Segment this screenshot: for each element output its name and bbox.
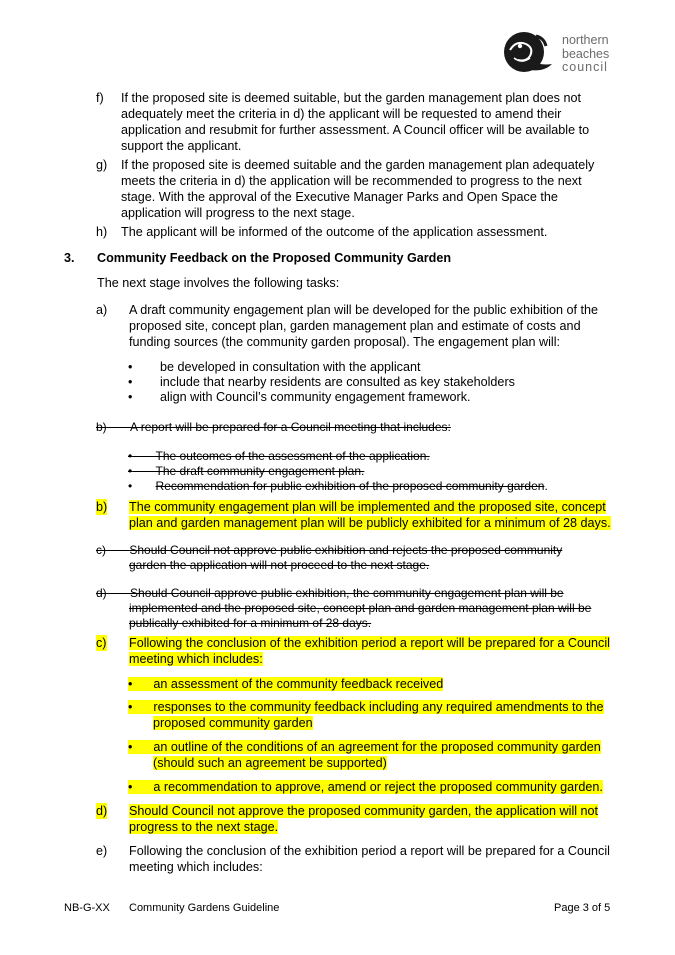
item-text-line: If the proposed site is deemed suitable, but the garden management plan does not	[121, 91, 581, 105]
item-label: d)	[96, 586, 107, 600]
bullet-dot-icon: •	[128, 360, 133, 374]
bullet-text: align with Council’s community engagement framework.	[160, 390, 471, 404]
item-text-line: Following the conclusion of the exhibition period a report will be prepared for a Council	[129, 844, 610, 858]
bullet-text: The outcomes of the assessment of the application.	[155, 449, 430, 463]
section-title: Community Feedback on the Proposed Community Garden	[97, 251, 452, 265]
struck-item-b	[96, 419, 451, 435]
bullet-dot-icon: •	[128, 390, 133, 404]
item-label: c)	[96, 636, 107, 650]
footer-title: Community Gardens Guideline	[129, 902, 280, 914]
bullet-text: responses to the community feedback including any required amendments to the	[153, 700, 604, 714]
bullet-text: (should such an agreement be supported)	[153, 756, 387, 770]
bullet-text: a recommendation to approve, amend or reject the proposed community garden.	[153, 780, 603, 794]
logo-wordmark	[562, 34, 609, 75]
item-text-line: Should Council approve public exhibition, the community engagement plan will be	[130, 586, 564, 600]
bullet-text: an assessment of the community feedback received	[153, 677, 444, 691]
bullet-text: Recommendation for public exhibition of the proposed community garden	[155, 479, 545, 493]
item-label: d)	[96, 804, 108, 818]
item-label: f)	[96, 91, 104, 105]
council-logo-mark-icon	[500, 30, 556, 82]
footer-code: NB-G-XX	[64, 902, 110, 914]
bullet-dot-icon: •	[128, 677, 133, 691]
bullet-dot-icon: •	[128, 449, 133, 463]
item-label: a)	[96, 303, 108, 317]
bullet-trailing: .	[544, 479, 548, 493]
item-text-line: meets the criteria in d) the application will be recommended to progress to the next	[121, 174, 582, 188]
item-text-line: Should Council not approve public exhibition and rejects the proposed community	[129, 543, 563, 557]
item-text-line: funding sources (the community garden proposal). The engagement plan will:	[129, 335, 560, 349]
highlight-bullet-4	[128, 779, 603, 795]
item-text-line: A report will be prepared for a Council meeting that includes:	[130, 420, 451, 434]
bullet-dot-icon: •	[128, 464, 133, 478]
item-text-line: publically exhibited for a minimum of 28 days.	[129, 616, 372, 630]
bullet-dot-icon: •	[128, 479, 133, 493]
item-text-line: application will progress to the next stage.	[121, 206, 355, 220]
item-text-line: The community engagement plan will be implemented and the proposed site, concept	[129, 500, 606, 514]
bullet-dot-icon: •	[128, 780, 133, 794]
bullet-dot-icon: •	[128, 740, 133, 754]
bullet-text: include that nearby residents are consulted as key stakeholders	[160, 375, 515, 389]
item-text-line: progress to the next stage.	[129, 820, 279, 834]
bullet-text: The draft community engagement plan.	[155, 464, 365, 478]
item-text-line: adequately meet the criteria in d) the applicant will be requested to amend their	[121, 107, 562, 121]
bullet-dot-icon: •	[128, 700, 133, 714]
item-text-line: application and resubmit for further assessment. A Council officer will be available to	[121, 123, 590, 137]
bullet-text: proposed community garden	[153, 716, 313, 730]
item-text-line: implemented and the proposed site, concept plan and garden management plan will be	[129, 601, 592, 615]
struck-item-c	[96, 543, 562, 573]
item-text-line: support the applicant.	[121, 139, 242, 153]
item-label: h)	[96, 225, 108, 239]
section-intro: The next stage involves the following tasks:	[97, 276, 340, 290]
footer-page-number: Page 3 of 5	[554, 902, 611, 914]
logo-line-1: northern	[562, 33, 609, 47]
council-logo	[500, 30, 650, 82]
item-text-line: The applicant will be informed of the outcome of the application assessment.	[121, 225, 548, 239]
item-text-line: meeting which includes:	[129, 652, 263, 666]
item-label: g)	[96, 158, 108, 172]
item-text-line: Following the conclusion of the exhibition period a report will be prepared for a Council	[129, 636, 610, 650]
item-text-line: If the proposed site is deemed suitable and the garden management plan adequately	[121, 158, 595, 172]
highlight-bullet-2	[128, 699, 604, 731]
item-label: b)	[96, 500, 108, 514]
item-text-line: meeting which includes:	[129, 860, 263, 874]
highlight-bullet-3	[128, 739, 601, 771]
section-number: 3.	[64, 251, 75, 265]
item-label: b)	[96, 420, 107, 434]
struck-item-d	[96, 586, 591, 631]
item-text-line: plan and garden management plan will be publicly exhibited for a minimum of 28 days.	[129, 516, 611, 530]
logo-line-3: council	[562, 60, 608, 75]
item-text-line: stage. With the approval of the Executive Manager Parks and Open Space the	[121, 190, 558, 204]
item-label: e)	[96, 844, 108, 858]
bullet-text: be developed in consultation with the applicant	[160, 360, 421, 374]
struck-bullet-list-b	[128, 449, 548, 494]
highlight-bullet-1	[128, 676, 443, 692]
bullet-text: an outline of the conditions of an agreement for the proposed community garden	[153, 740, 601, 754]
item-text-line: Should Council not approve the proposed community garden, the application will not	[129, 804, 599, 818]
item-text-line: proposed site, concept plan, garden management plan and estimate of costs and	[129, 319, 581, 333]
item-text-line: A draft community engagement plan will be developed for the public exhibition of the	[129, 303, 599, 317]
item-text-line: garden the application will not proceed to the next stage.	[129, 558, 430, 572]
logo-line-2: beaches	[562, 46, 610, 61]
item-label: c)	[96, 543, 106, 557]
bullet-dot-icon: •	[128, 375, 133, 389]
